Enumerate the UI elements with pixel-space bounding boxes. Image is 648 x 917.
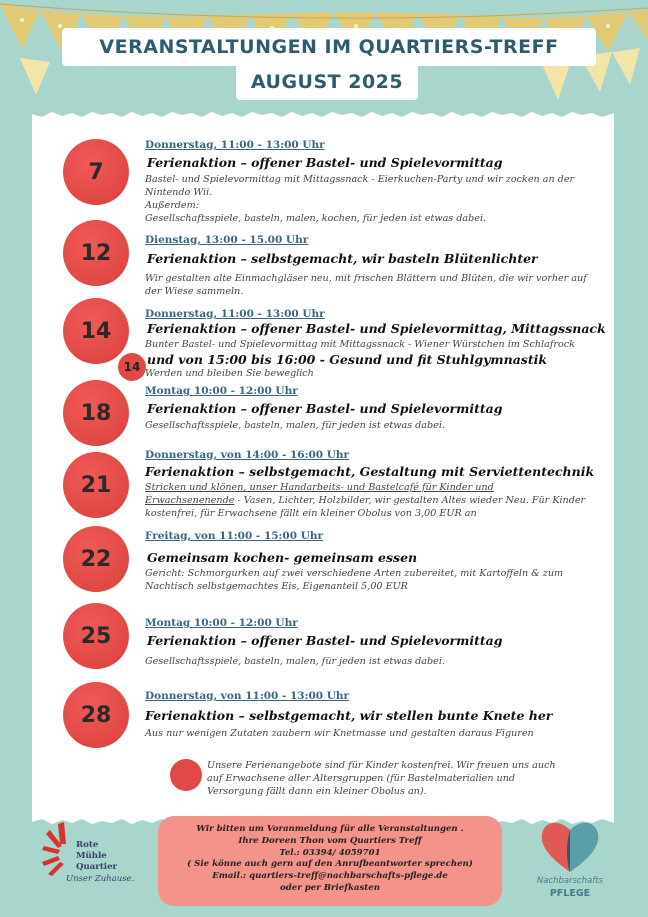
page-subtitle: AUGUST 2025 <box>250 71 404 93</box>
note-dot <box>170 759 202 791</box>
logo-right-name: Nachbarschafts <box>536 876 604 886</box>
contact-line: oder per Briefkasten <box>280 882 380 893</box>
day-circle: 18 <box>63 380 129 446</box>
event-description: Gesellschaftsspiele, basteln, malen, für jeden ist etwas dabei. <box>145 656 445 667</box>
event-extra-description: Werden und bleiben Sie beweglich <box>145 368 314 379</box>
day-circle: 12 <box>63 220 129 286</box>
event-description: Bunter Bastel- und Spielevormittag mit Mittagssnack - Wiener Würstchen im Schlafrock <box>145 339 575 350</box>
event-description: Gesellschaftsspiele, basteln, malen, für jeden ist etwas dabei. <box>145 420 445 431</box>
logo-left-line3: Quartier <box>76 862 118 872</box>
event-description: Wir gestalten alte Einmachgläser neu, mit frischen Blättern und Blüten, die wir vorher auf der Wiese sammeln. <box>145 273 587 297</box>
event-title: Ferienaktion – selbstgemacht, wir stellen bunte Knete her <box>145 708 553 723</box>
event-title: Ferienaktion – offener Bastel- und Spielevormittag, Mittagssnack <box>147 321 606 336</box>
day-circle-small: 14 <box>118 353 146 381</box>
day-circle: 28 <box>63 682 129 748</box>
heart-logo-icon <box>540 818 600 874</box>
event-date: Dienstag, 13:00 - 15.00 Uhr <box>145 234 309 246</box>
event-title: Ferienaktion – selbstgemacht, Gestaltung mit Serviettentechnik <box>145 464 595 479</box>
day-circle: 22 <box>63 526 129 592</box>
free-offers-note: Unsere Ferienangebote sind für Kinder kostenfrei. Wir freuen uns auch auf Erwachsene aller Altersgruppen (für Bastelmaterialien und Versorgung fällt dann ein kleiner Obolus an). <box>207 760 556 797</box>
day-circle: 7 <box>63 139 129 205</box>
event-description: Stricken und klönen, unser Handarbeits- und Bastelcafé für Kinder und Erwachsenenende - Vasen, Lichter, Holzbilder, wir gestalten Altes wieder Neu. Für Kinder kostenfrei, für Erwachsene fällt ein kleiner Obolus von 3,00 EUR an <box>145 482 586 519</box>
title-banner <box>62 28 596 66</box>
logo-right-sub: PFLEGE <box>549 888 591 899</box>
logo-left-slogan: Unser Zuhause. <box>66 874 135 884</box>
subtitle-banner <box>236 64 418 100</box>
contact-line: Wir bitten um Voranmeldung für alle Veranstaltungen . <box>196 824 464 834</box>
contact-line: Ihre Doreen Thon vom Quartiers Treff <box>238 835 422 846</box>
event-title: Ferienaktion – offener Bastel- und Spielevormittag <box>147 401 503 416</box>
event-date: Montag 10:00 - 12:00 Uhr <box>145 385 298 397</box>
event-date: Donnerstag, 11:00 - 13:00 Uhr <box>145 308 325 320</box>
event-title: Gemeinsam kochen- gemeinsam essen <box>147 550 418 565</box>
day-circle: 25 <box>63 603 129 669</box>
event-description: Gericht: Schmorgurken auf zwei verschiedene Arten zubereitet, mit Kartoffeln & zum Nachtisch selbstgemachtes Eis, Eigenanteil 5,00 EUR <box>145 568 564 592</box>
page-title: VERANSTALTUNGEN IM QUARTIERS-TREFF <box>99 36 559 58</box>
event-title: Ferienaktion – offener Bastel- und Spielevormittag <box>147 155 503 170</box>
event-title: Ferienaktion – offener Bastel- und Spielevormittag <box>147 633 503 648</box>
contact-line: ( Sie könne auch gern auf den Anrufbeantworter sprechen) <box>187 859 473 870</box>
event-extra-title: und von 15:00 bis 16:00 - Gesund und fit Stuhlgymnastik <box>147 352 548 367</box>
contact-phone: Tel.: 03394/ 4059701 <box>279 847 381 858</box>
event-date: Donnerstag, 11:00 - 13:00 Uhr <box>145 139 325 151</box>
event-date: Montag 10:00 - 12:00 Uhr <box>145 617 298 629</box>
event-date: Freitag, von 11:00 - 15:00 Uhr <box>145 530 324 542</box>
event-description: Bastel- und Spielevormittag mit Mittagssnack - Eierkuchen-Party und wir zocken an der Nintendo Wii. Außerdem: Gesellschaftsspiele, basteln, malen, kochen, für jeden ist etwas dabei. <box>145 174 575 224</box>
contact-box <box>158 816 502 906</box>
event-date: Donnerstag, von 14:00 - 16:00 Uhr <box>145 449 350 461</box>
event-title: Ferienaktion – selbstgemacht, wir basteln Blütenlichter <box>147 251 538 266</box>
event-date: Donnerstag, von 11:00 - 13:00 Uhr <box>145 690 350 702</box>
event-description: Aus nur wenigen Zutaten zaubern wir Knetmasse und gestalten daraus Figuren <box>145 728 534 739</box>
contact-email[interactable]: Email.: quartiers-treff@nachbarschafts-pflege.de <box>212 871 448 882</box>
day-circle: 21 <box>63 452 129 518</box>
logo-left-line2: Mühle <box>76 851 107 861</box>
logo-left-line1: Rote <box>76 840 99 850</box>
day-circle: 14 <box>63 298 129 364</box>
